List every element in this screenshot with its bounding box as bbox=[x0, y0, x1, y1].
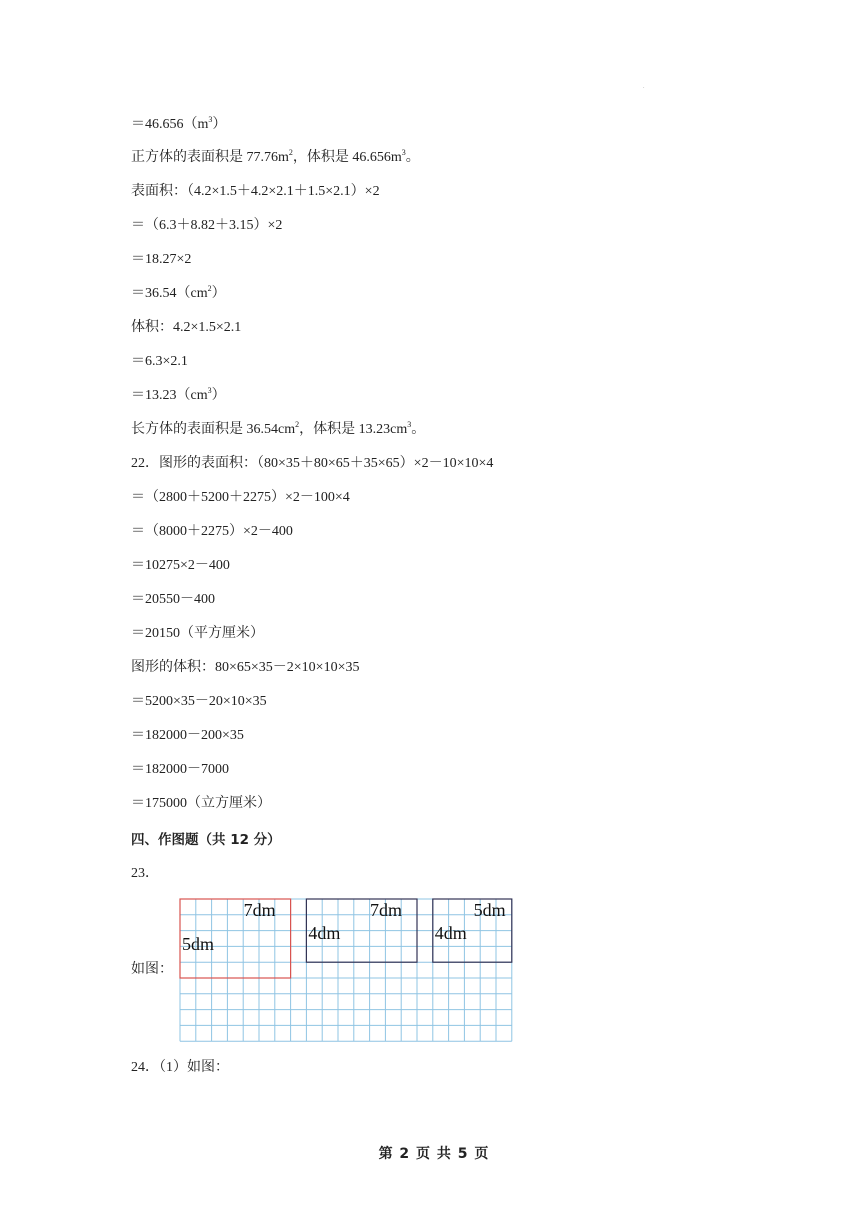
superscript: 2 bbox=[207, 284, 212, 293]
text-segment: ＝（8000＋2275）×2－400 bbox=[131, 524, 293, 539]
text-segment: 表面积：（4.2×1.5＋4.2×2.1＋1.5×2.1）×2 bbox=[131, 184, 380, 199]
text-segment: 24．（1）如图： bbox=[131, 1060, 229, 1075]
text-segment: ＝5200×35－20×10×35 bbox=[131, 694, 267, 709]
superscript: 3 bbox=[208, 115, 213, 124]
text-segment: 图形的体积：80×65×35－2×10×10×35 bbox=[131, 660, 360, 675]
dimension-label-height: 4dm bbox=[434, 923, 467, 943]
text-segment: 四、作图题（共 12 分） bbox=[131, 832, 281, 848]
text-segment: 如图： bbox=[131, 962, 173, 977]
text-segment: 。 bbox=[411, 422, 426, 437]
text-segment: ＝36.54（cm bbox=[131, 286, 208, 301]
text-segment: 体积：4.2×1.5×2.1 bbox=[131, 320, 242, 335]
text-segment: ＝175000（立方厘米） bbox=[131, 796, 271, 811]
dimension-label-width: 5dm bbox=[473, 900, 506, 920]
superscript: 3 bbox=[407, 420, 412, 429]
text-segment: ＝182000－200×35 bbox=[131, 728, 244, 743]
superscript: 3 bbox=[207, 386, 212, 395]
text-segment: ） bbox=[212, 117, 227, 132]
text-segment: ） bbox=[211, 388, 226, 403]
superscript: 2 bbox=[288, 148, 293, 157]
text-segment: ＝6.3×2.1 bbox=[131, 354, 188, 369]
text-segment: ＝20550－400 bbox=[131, 592, 215, 607]
text-segment: ＝10275×2－400 bbox=[131, 558, 230, 573]
dimension-label-width: 7dm bbox=[243, 900, 276, 920]
text-segment: ＝20150（平方厘米） bbox=[131, 626, 264, 641]
text-segment: ＝46.656（m bbox=[131, 117, 209, 132]
text-segment: 。 bbox=[405, 150, 420, 165]
text-segment: ＝（2800＋5200＋2275）×2－100×4 bbox=[131, 490, 350, 505]
stray-mark: . bbox=[643, 84, 645, 90]
text-segment: ＝182000－7000 bbox=[131, 762, 229, 777]
dimension-label-height: 5dm bbox=[182, 934, 215, 954]
text-segment: ，体积是 13.23cm bbox=[299, 422, 408, 437]
text-segment: ） bbox=[211, 286, 226, 301]
text-segment: 22．图形的表面积：（80×35＋80×65＋35×65）×2－10×10×4 bbox=[131, 456, 494, 471]
text-segment: 23． bbox=[131, 866, 159, 881]
text-segment: 长方体的表面积是 36.54cm bbox=[131, 422, 296, 437]
page-footer: 第 2 页 共 5 页 bbox=[378, 1146, 490, 1162]
text-segment: ＝13.23（cm bbox=[131, 388, 208, 403]
superscript: 3 bbox=[401, 148, 406, 157]
superscript: 2 bbox=[295, 420, 300, 429]
dimension-label-height: 4dm bbox=[308, 923, 341, 943]
text-segment: ＝（6.3＋8.82＋3.15）×2 bbox=[131, 218, 283, 233]
text-segment: ＝18.27×2 bbox=[131, 252, 192, 267]
text-segment: 正方体的表面积是 77.76m bbox=[131, 150, 289, 165]
dimension-label-width: 7dm bbox=[370, 900, 403, 920]
text-segment: ，体积是 46.656m bbox=[292, 150, 402, 165]
